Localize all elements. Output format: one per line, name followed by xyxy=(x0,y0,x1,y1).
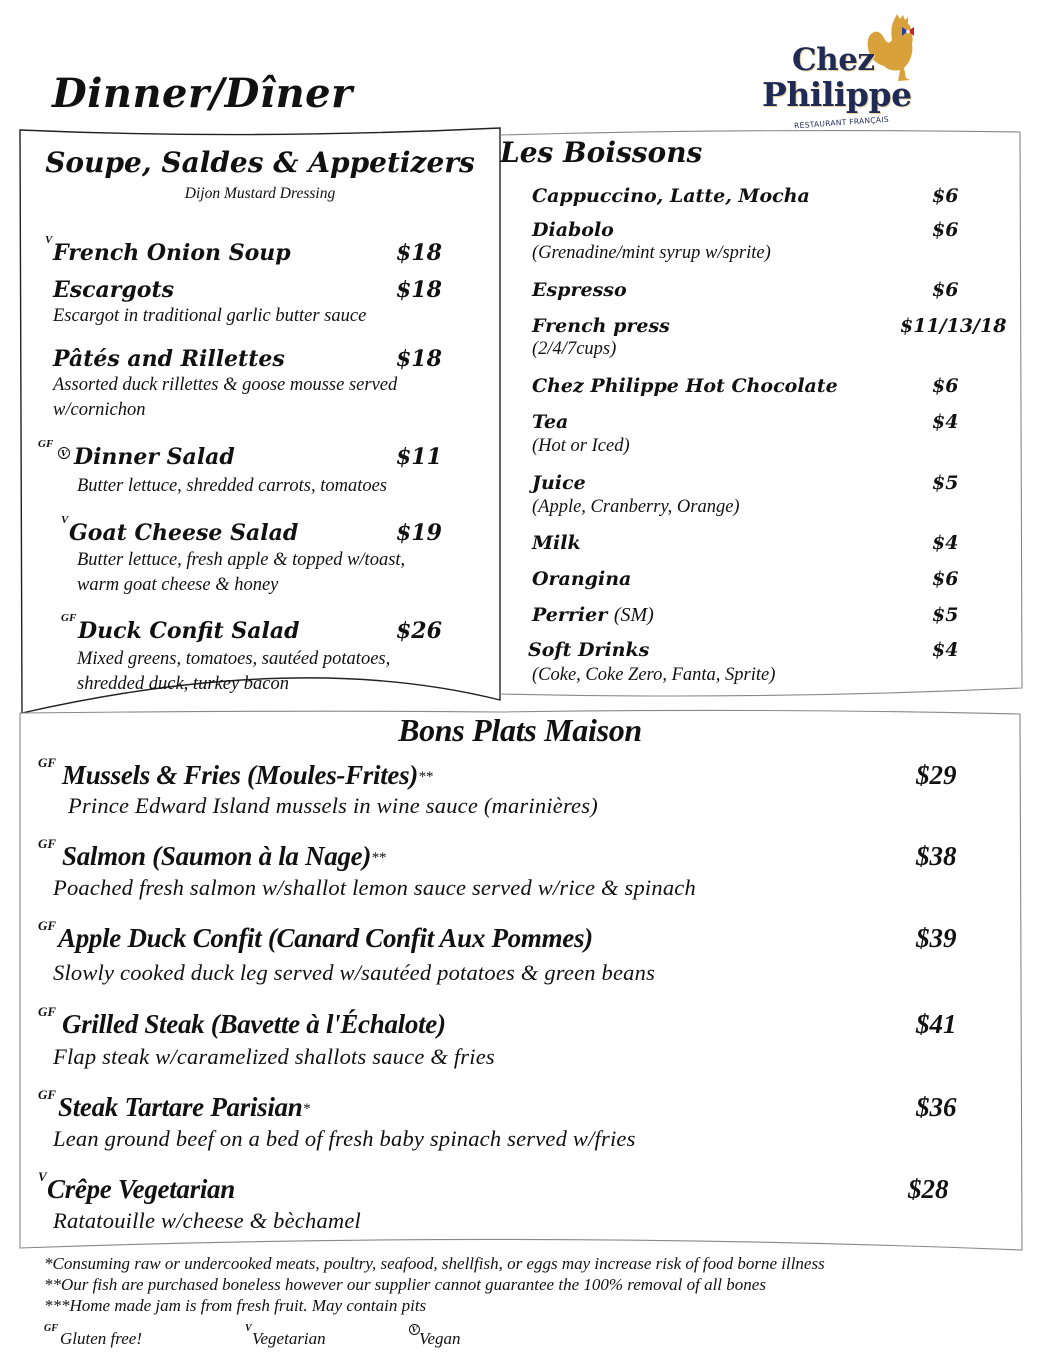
gluten-free-tag: GF xyxy=(61,612,77,624)
beverage-name: Soft Drinks xyxy=(528,639,650,661)
main-dish-description: Ratatouille w/cheese & bèchamel xyxy=(53,1208,361,1233)
menu-item-name: Pâtés and Rillettes xyxy=(53,346,285,372)
beverage-description: (Coke, Coke Zero, Fanta, Sprite) xyxy=(532,665,776,685)
appetizers-title: Soupe, Saldes & Appetizers xyxy=(45,146,475,179)
main-dish-name: Mussels & Fries (Moules-Frites)** xyxy=(62,760,433,790)
page-title: Dinner/Dîner xyxy=(52,70,353,117)
menu-item-description: Escargot in traditional garlic butter sauce xyxy=(53,306,367,326)
menu-item-price: $18 xyxy=(396,277,442,303)
logo-line-1: Chez xyxy=(792,42,875,78)
menu-item-name: Duck Confit Salad xyxy=(78,618,300,644)
menu-item-description: shredded duck, turkey bacon xyxy=(77,674,289,694)
vegan-circle-icon: V xyxy=(58,441,70,460)
beverage-price: $6 xyxy=(932,375,959,397)
vegetarian-tag: V xyxy=(245,1323,252,1334)
main-dish-price: $28 xyxy=(908,1174,949,1204)
main-dish-name: Steak Tartare Parisian* xyxy=(58,1092,310,1122)
main-dish-name: Apple Duck Confit (Canard Confit Aux Pommes) xyxy=(58,923,593,953)
legend-gluten-free: Gluten free! xyxy=(60,1329,142,1348)
beverage-name: Orangina xyxy=(532,568,632,590)
menu-item-description: Butter lettuce, fresh apple & topped w/toast, xyxy=(77,550,406,570)
main-dish-description: Poached fresh salmon w/shallot lemon sauce served w/rice & spinach xyxy=(53,875,696,900)
menu-item-price: $18 xyxy=(396,346,442,372)
main-dish-price: $39 xyxy=(916,923,957,953)
main-dish-price: $36 xyxy=(916,1092,957,1122)
gluten-free-tag: GF xyxy=(38,836,57,851)
beverage-price: $11/13/18 xyxy=(900,315,1007,337)
vegetarian-tag: V xyxy=(61,514,69,526)
beverage-price: $4 xyxy=(932,532,959,554)
beverage-name: Tea xyxy=(532,411,569,433)
gluten-free-tag: GF xyxy=(38,1087,57,1102)
main-dish-name: Crêpe Vegetarian xyxy=(47,1174,235,1204)
main-dish-description: Prince Edward Island mussels in wine sauce (marinières) xyxy=(68,793,598,818)
menu-item-description: Butter lettuce, shredded carrots, tomatoes xyxy=(77,476,387,496)
beverage-description: (Apple, Cranberry, Orange) xyxy=(532,497,740,517)
beverage-name: Perrier (SM) xyxy=(532,604,654,626)
beverage-description: (2/4/7cups) xyxy=(532,339,617,359)
main-dish-price: $38 xyxy=(916,841,957,871)
main-dish-description: Flap steak w/caramelized shallots sauce & fries xyxy=(53,1044,495,1069)
beverage-name: Milk xyxy=(532,532,581,554)
menu-item-price: $19 xyxy=(396,520,442,546)
gluten-free-tag: GF xyxy=(44,1323,58,1334)
beverages-title: Les Boissons xyxy=(500,136,703,169)
beverage-name: Espresso xyxy=(532,279,627,301)
beverage-price: $4 xyxy=(932,639,959,661)
beverage-name: Cappuccino, Latte, Mocha xyxy=(532,185,810,207)
footnote-raw-food: *Consuming raw or undercooked meats, poultry, seafood, shellfish, or eggs may increase risk of food borne illness xyxy=(44,1254,825,1273)
menu-item-description: w/cornichon xyxy=(53,400,146,420)
beverage-description: (Grenadine/mint syrup w/sprite) xyxy=(532,243,771,263)
menu-item-price: $11 xyxy=(396,444,442,470)
main-dish-description: Lean ground beef on a bed of fresh baby spinach served w/fries xyxy=(53,1126,636,1151)
beverage-price: $6 xyxy=(932,568,959,590)
beverage-price: $5 xyxy=(932,604,959,626)
beverage-name: Chez Philippe Hot Chocolate xyxy=(532,375,838,397)
mains-title: Bons Plats Maison xyxy=(398,712,642,748)
beverage-price: $5 xyxy=(932,472,959,494)
appetizers-subtitle: Dijon Mustard Dressing xyxy=(184,185,336,202)
menu-item-description: Assorted duck rillettes & goose mousse served xyxy=(53,375,398,395)
footnote-fish-bones: **Our fish are purchased boneless however our supplier cannot guarantee the 100% removal of all bones xyxy=(44,1275,766,1294)
beverage-price: $4 xyxy=(932,411,959,433)
beverage-price: $6 xyxy=(932,279,959,301)
main-dish-name: Grilled Steak (Bavette à l'Échalote) xyxy=(62,1009,446,1039)
gluten-free-tag: GF xyxy=(38,755,57,770)
vegetarian-tag: V xyxy=(45,234,53,246)
menu-item-price: $18 xyxy=(396,240,442,266)
vegetarian-tag: V xyxy=(38,1169,47,1184)
menu-item-name: French Onion Soup xyxy=(53,240,291,266)
menu-item-name: Escargots xyxy=(53,277,174,303)
menu-item-name: Goat Cheese Salad xyxy=(69,520,299,546)
beverage-name: Juice xyxy=(532,472,586,494)
legend-vegan: Vegan xyxy=(419,1329,461,1348)
vegan-circle-icon: V xyxy=(409,1317,420,1336)
main-dish-description: Slowly cooked duck leg served w/sautéed potatoes & green beans xyxy=(53,960,656,985)
restaurant-logo xyxy=(760,12,930,137)
logo-subtitle: RESTAURANT FRANÇAIS xyxy=(793,114,890,131)
gluten-free-tag: GF xyxy=(38,918,57,933)
menu-item-price: $26 xyxy=(396,618,442,644)
logo-line-2: Philippe xyxy=(762,75,912,114)
menu-item-name: Dinner Salad xyxy=(74,444,235,470)
beverage-price: $6 xyxy=(932,185,959,207)
beverage-price: $6 xyxy=(932,219,959,241)
beverage-name: French press xyxy=(532,315,670,337)
menu-item-description: warm goat cheese & honey xyxy=(77,575,279,595)
main-dish-price: $29 xyxy=(916,760,957,790)
main-dish-name: Salmon (Saumon à la Nage)** xyxy=(62,841,386,871)
menu-item-description: Mixed greens, tomatoes, sautéed potatoes, xyxy=(77,649,391,669)
gluten-free-tag: GF xyxy=(38,438,54,450)
beverage-description: (Hot or Iced) xyxy=(532,436,630,456)
legend-vegetarian: Vegetarian xyxy=(252,1329,326,1348)
beverage-name: Diabolo xyxy=(532,219,614,241)
gluten-free-tag: GF xyxy=(38,1004,57,1019)
main-dish-price: $41 xyxy=(916,1009,957,1039)
footnote-jam: ***Home made jam is from fresh fruit. May contain pits xyxy=(44,1296,427,1315)
